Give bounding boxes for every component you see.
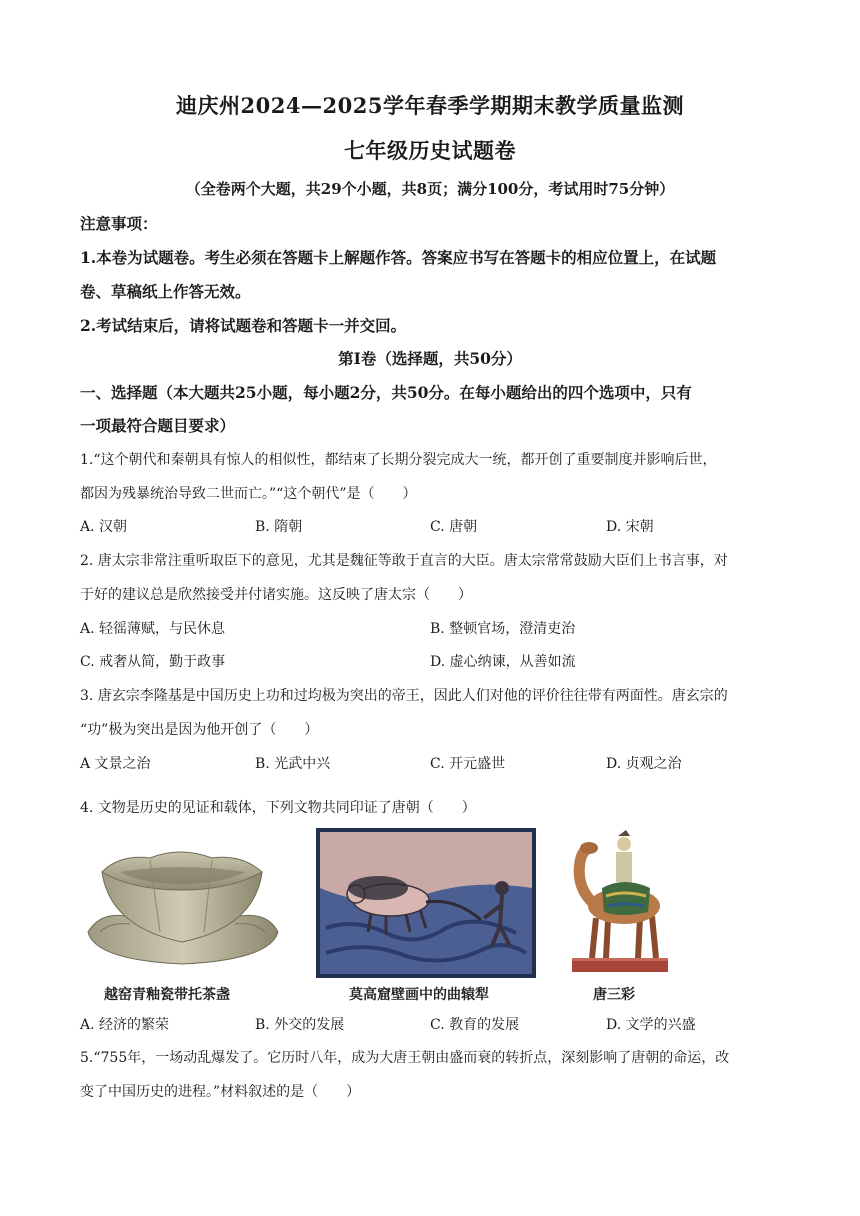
q5-stem-line1: 5.“755年，一场动乱爆发了。它历时八年，成为大唐王朝由盛而衰的转折点，深刻影响了唐朝的命运，改 xyxy=(80,1050,730,1066)
caption-teacup: 越窑青釉瓷带托茶盏 xyxy=(104,987,230,1003)
q4-option-c[interactable]: C. 教育的发展 xyxy=(430,1017,520,1033)
q1-stem-line1: 1.“这个朝代和秦朝具有惊人的相似性，都结束了长期分裂完成大一统，都开创了重要制度并影响后世， xyxy=(80,452,717,468)
q1-option-d[interactable]: D. 宋朝 xyxy=(606,519,654,535)
notes-item1-line2: 卷、草稿纸上作答无效。 xyxy=(80,282,251,301)
q1-stem-line2: 都因为残暴统治导致二世而亡。”“这个朝代”是（ ） xyxy=(80,486,417,502)
section-heading-line2: 一项最符合题目要求） xyxy=(80,416,236,435)
q2-option-c[interactable]: C. 戒奢从简，勤于政事 xyxy=(80,654,226,670)
notes-item1-line1: 1.本卷为试题卷。考生必须在答题卡上解题作答。答案应书写在答题卡的相应位置上，在试题 xyxy=(80,248,717,267)
q4-option-d[interactable]: D. 文学的兴盛 xyxy=(606,1017,696,1033)
q4-option-b[interactable]: B. 外交的发展 xyxy=(255,1017,345,1033)
caption-sancai: 唐三彩 xyxy=(593,987,635,1003)
q4-option-a[interactable]: A. 经济的繁荣 xyxy=(80,1017,170,1033)
q3-option-b[interactable]: B. 光武中兴 xyxy=(255,756,331,772)
q2-option-a[interactable]: A. 轻徭薄赋，与民休息 xyxy=(80,621,226,637)
q2-option-d[interactable]: D. 虚心纳谏，从善如流 xyxy=(430,654,576,670)
q5-stem-line2: 变了中国历史的进程。”材料叙述的是（ ） xyxy=(80,1084,361,1100)
section-heading-line1: 一、选择题（本大题共25小题，每小题2分，共50分。在每小题给出的四个选项中，只有 xyxy=(80,383,692,402)
notes-item2: 2.考试结束后，请将试题卷和答题卡一并交回。 xyxy=(80,316,407,335)
celadon-teacup-image xyxy=(80,832,285,972)
q1-option-b[interactable]: B. 隋朝 xyxy=(255,519,303,535)
caption-mural-plow: 莫高窟壁画中的曲辕犁 xyxy=(349,987,489,1003)
exam-title: 迪庆州2024—2025学年春季学期期末教学质量监测 xyxy=(176,93,684,118)
tang-sancai-camel-image xyxy=(566,826,676,978)
exam-subtitle: 七年级历史试题卷 xyxy=(344,138,516,163)
q4-stem-line1: 4. 文物是历史的见证和载体，下列文物共同印证了唐朝（ ） xyxy=(80,800,476,816)
mural-plow-image xyxy=(316,828,536,978)
q2-stem-line1: 2. 唐太宗非常注重听取臣下的意见，尤其是魏征等敢于直言的大臣。唐太宗常常鼓励大臣们上书言事，对 xyxy=(80,553,728,569)
notes-heading: 注意事项： xyxy=(80,214,158,233)
exam-info: （全卷两个大题，共29个小题，共8页；满分100分，考试用时75分钟） xyxy=(185,180,675,198)
q3-option-d[interactable]: D. 贞观之治 xyxy=(606,756,682,772)
q1-option-c[interactable]: C. 唐朝 xyxy=(430,519,478,535)
q3-option-c[interactable]: C. 开元盛世 xyxy=(430,756,506,772)
q2-stem-line2: 于好的建议总是欣然接受并付诸实施。这反映了唐太宗（ ） xyxy=(80,587,472,603)
part-title: 第Ⅰ卷（选择题，共50分） xyxy=(338,349,522,368)
q1-option-a[interactable]: A. 汉朝 xyxy=(80,519,128,535)
q3-option-a[interactable]: A 文景之治 xyxy=(80,756,151,772)
q2-option-b[interactable]: B. 整顿官场，澄清吏治 xyxy=(430,621,576,637)
q3-stem-line1: 3. 唐玄宗李隆基是中国历史上功和过均极为突出的帝王，因此人们对他的评价往往带有两面性。唐玄宗的 xyxy=(80,688,728,704)
q3-stem-line2: “功”极为突出是因为他开创了（ ） xyxy=(80,722,319,738)
